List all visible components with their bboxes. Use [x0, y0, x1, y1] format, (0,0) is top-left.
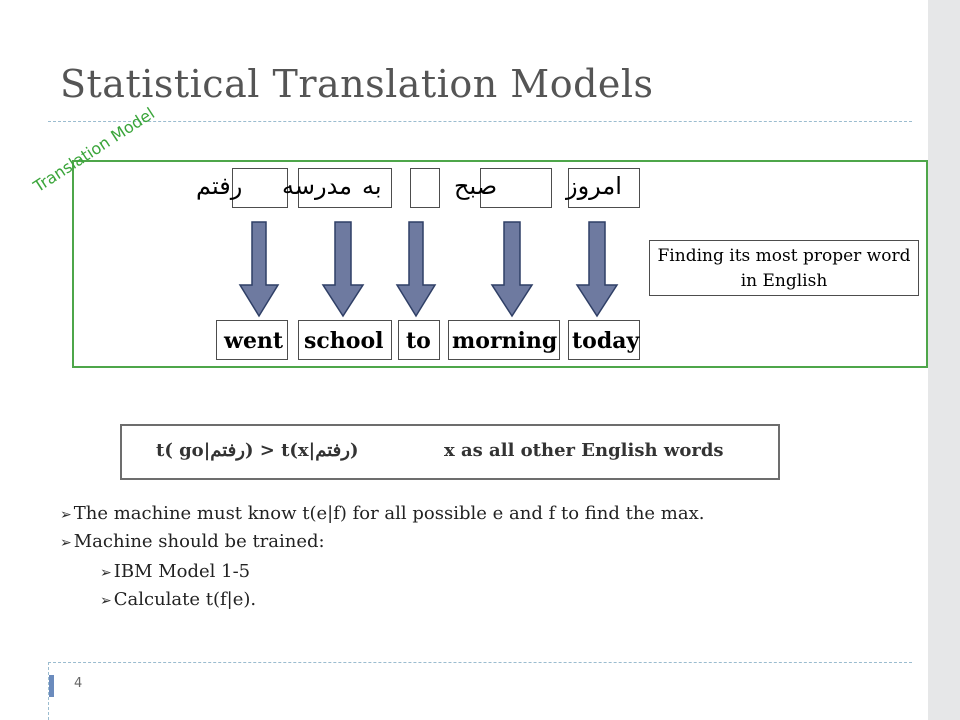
bullet-arrow-icon: ➢: [100, 565, 112, 581]
persian-word-2: صبح: [454, 172, 498, 200]
english-word-to: to: [406, 328, 431, 354]
english-word-today: today: [572, 328, 640, 354]
footer-accent: [49, 675, 54, 697]
sub-bullet-item: [100, 561, 250, 582]
bullet-arrow-icon: ➢: [100, 593, 112, 609]
formula-left: t( go|رفتم) > t(x|رفتم): [156, 440, 359, 461]
english-word-school: school: [304, 328, 384, 354]
bullet-item: [60, 503, 704, 524]
formula-right: x as all other English words: [444, 440, 724, 461]
arrow-down-icon: [492, 222, 532, 316]
english-word-went: went: [224, 328, 284, 354]
persian-word-1: امروز: [566, 172, 622, 200]
arrow-down-icon: [577, 222, 617, 316]
persian-word-4: مدرسه: [282, 172, 353, 200]
bullet-item: [60, 531, 325, 552]
arrow-down-icon: [240, 222, 278, 316]
persian-word-3: به: [362, 172, 382, 200]
bullet-text: Machine should be trained:: [73, 531, 325, 552]
page-number: 4: [74, 676, 83, 691]
sub-bullet-item: [100, 589, 256, 610]
arrow-down-icon: [397, 222, 435, 316]
arrow-down-icon: [323, 222, 363, 316]
translation-model-label: Translation Model: [30, 103, 159, 196]
bullet-text: IBM Model 1-5: [113, 561, 251, 582]
note-box: Finding its most proper word in English: [649, 240, 919, 296]
bullet-text: Calculate t(f|e).: [113, 589, 257, 610]
bullet-arrow-icon: ➢: [60, 507, 72, 523]
persian-word-5: رفتم: [196, 172, 243, 200]
footer-divider: [48, 662, 912, 663]
english-word-morning: morning: [452, 328, 558, 354]
bullet-text: The machine must know t(e|f) for all possible e and f to find the max.: [73, 503, 705, 524]
bullet-arrow-icon: ➢: [60, 535, 72, 551]
slide-title: Statistical Translation Models: [60, 62, 654, 106]
